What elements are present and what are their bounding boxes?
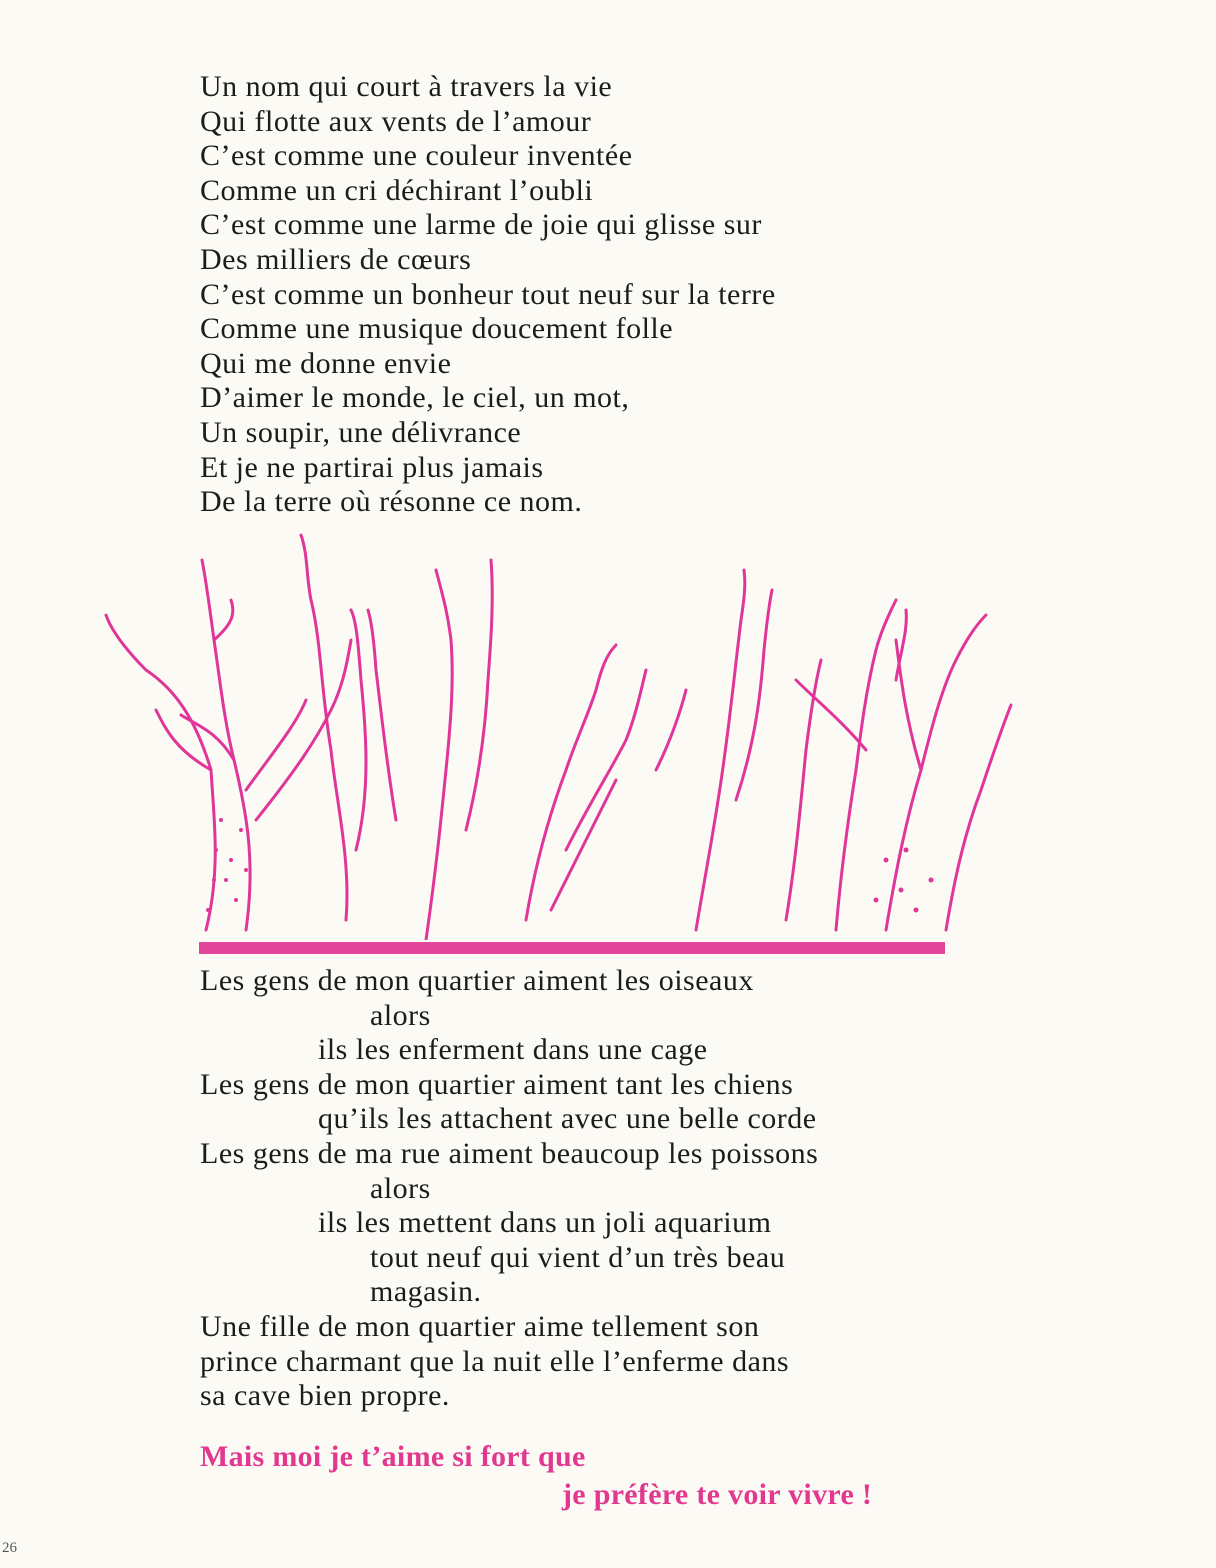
coral-stem <box>368 610 396 820</box>
coral-branch <box>214 600 233 640</box>
poem-bottom <box>200 964 818 1414</box>
poem-line: sa cave bien propre. <box>200 1379 450 1413</box>
poem-line: Les gens de mon quartier aiment les oiseaux <box>200 964 754 997</box>
coral-spike <box>886 615 986 930</box>
poem-line: alors <box>370 1171 431 1205</box>
poem-line: Les gens de ma rue aiment beaucoup les poissons <box>200 1136 819 1170</box>
coral-frond <box>656 690 686 770</box>
poem-line: De la terre où résonne ce nom. <box>200 485 583 519</box>
coral-frond <box>696 570 745 930</box>
poem-line: ils les enferment dans une cage <box>318 1033 708 1067</box>
poem-top <box>200 70 776 520</box>
poem-line: Une fille de mon quartier aime tellement son <box>200 1309 760 1343</box>
poem-line: Un soupir, une délivrance <box>200 415 522 449</box>
coral-branch <box>246 700 306 790</box>
poem-line: C’est comme une couleur inventée <box>200 139 633 173</box>
poem-line: Comme une musique doucement folle <box>200 312 674 346</box>
poem-line: Un nom qui court à travers la vie <box>200 70 613 103</box>
coral-branch <box>156 710 211 770</box>
coral-stem <box>351 610 366 850</box>
coral-spike <box>896 640 921 770</box>
poem-line: C’est comme un bonheur tout neuf sur la terre <box>200 277 776 311</box>
poem-line: Qui me donne envie <box>200 346 452 380</box>
coral-branch <box>202 560 250 930</box>
coral-stem <box>301 535 347 920</box>
poem-line: Qui flotte aux vents de l’amour <box>200 104 592 138</box>
poem-line: ils les mettent dans un joli aquarium <box>318 1206 772 1240</box>
poem-line: qu’ils les attachent avec une belle corde <box>318 1102 817 1136</box>
coral-plants-illustration <box>96 520 1036 940</box>
poem-line: D’aimer le monde, le ciel, un mot, <box>200 381 630 415</box>
poem-line: Des milliers de cœurs <box>200 242 472 276</box>
poem-line: prince charmant que la nuit elle l’enferme dans <box>200 1344 790 1378</box>
coral-branch <box>106 615 215 930</box>
poem-line: C’est comme une larme de joie qui glisse sur <box>200 208 762 242</box>
poem-line: alors <box>370 998 431 1032</box>
page-number: 26 <box>2 1540 17 1556</box>
finale-line-2: je préfère te voir vivre ! <box>562 1478 873 1511</box>
coral-frond <box>566 670 646 850</box>
coral-frond <box>551 780 616 910</box>
poem-line: tout neuf qui vient d’un très beau <box>370 1240 786 1274</box>
finale-line-1: Mais moi je t’aime si fort que <box>200 1440 586 1473</box>
poem-line: Et je ne partirai plus jamais <box>200 450 544 484</box>
poem-line: Les gens de mon quartier aiment tant les chiens <box>200 1067 794 1101</box>
coral-spike <box>836 600 896 930</box>
poem-line: Comme un cri déchirant l’oubli <box>200 173 594 207</box>
coral-stem <box>466 560 492 830</box>
pink-divider <box>199 942 945 954</box>
coral-stem <box>426 570 452 940</box>
coral-spike <box>946 705 1011 930</box>
poem-line: magasin. <box>370 1275 482 1309</box>
